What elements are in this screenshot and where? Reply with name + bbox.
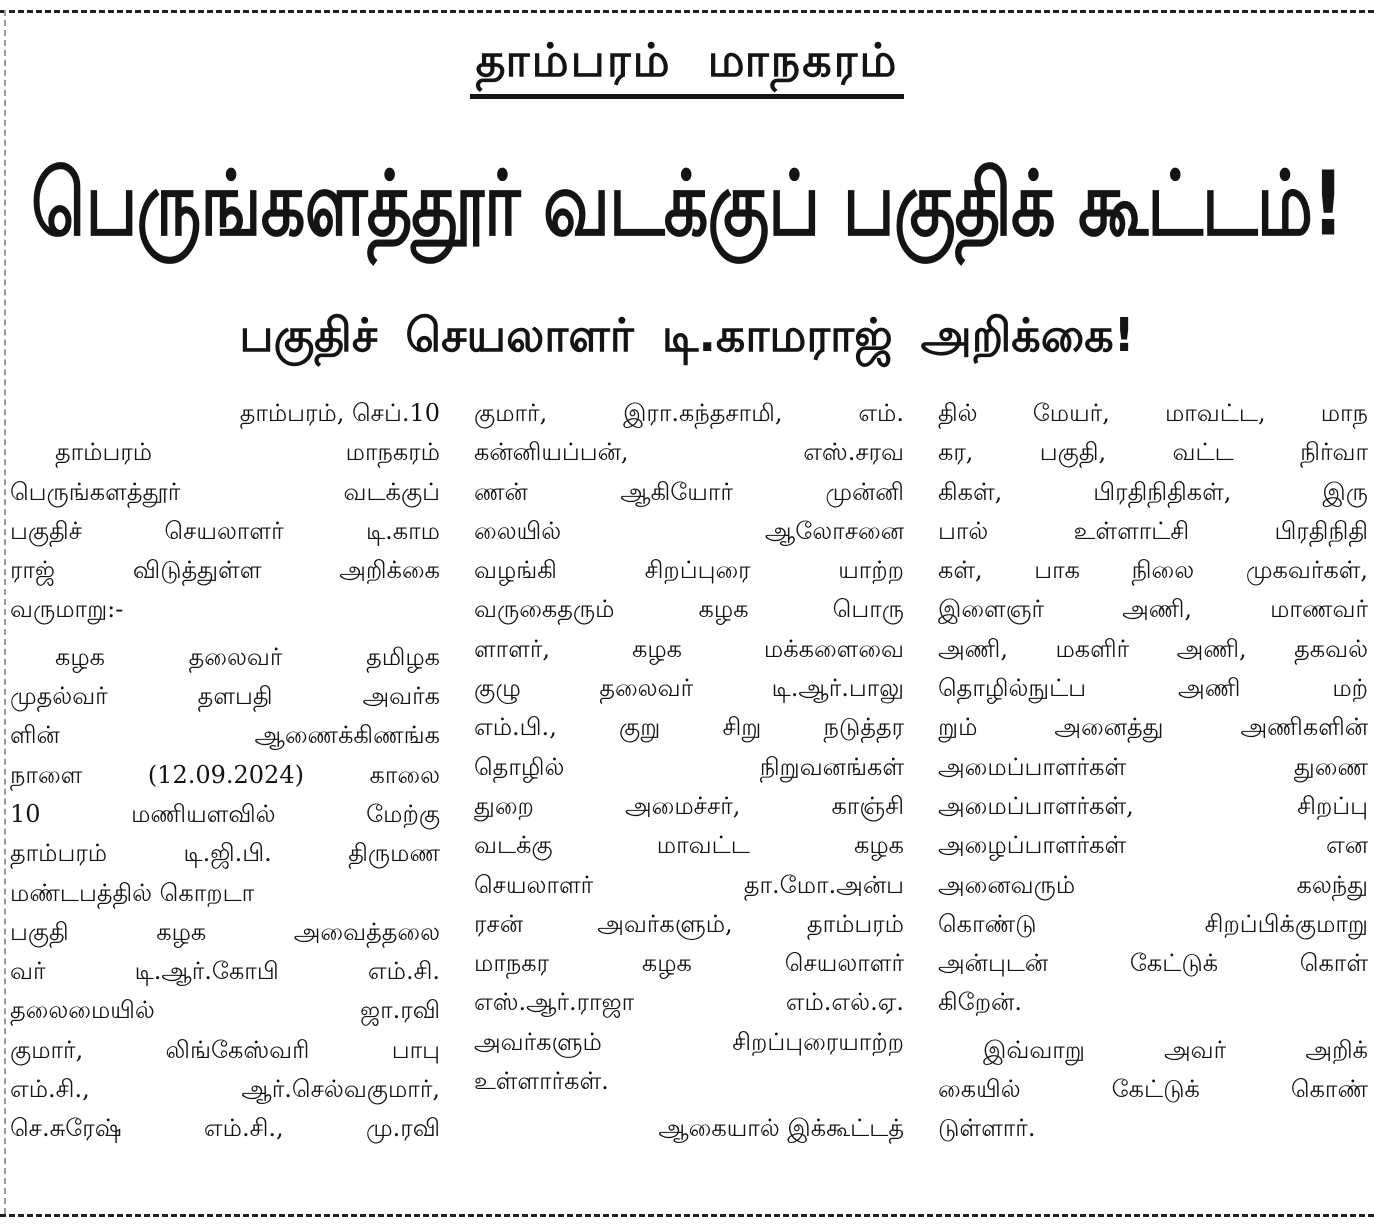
column-line: அவர்களும் சிறப்புரையாற்ற: [474, 1027, 904, 1056]
column-line: ரசன் அவர்களும், தாம்பரம்: [474, 909, 904, 938]
top-dashed-border: [0, 10, 1374, 13]
column-line: தலைமையில் ஜா.ரவி: [10, 996, 440, 1025]
column-line: வர் டி.ஆர்.கோபி எம்.சி.: [10, 957, 440, 986]
column-line: அமைப்பாளர்கள் துணை: [938, 752, 1368, 781]
column-line: தாம்பரம் மாநகரம்: [55, 438, 440, 467]
column-line: உள்ளார்கள்.: [474, 1067, 609, 1096]
column-line: இளைஞர் அணி, மாணவர்: [938, 595, 1368, 624]
column-line: ளாளர், கழக மக்களைவை: [474, 634, 904, 663]
column-line: குமார், லிங்கேஸ்வரி பாபு: [10, 1035, 440, 1064]
column-line: கன்னியப்பன், எஸ்.சரவ: [474, 438, 904, 467]
column-line: வடக்கு மாவட்ட கழக: [474, 831, 904, 860]
headline: பெருங்களத்தூர் வடக்குப் பகுதிக் கூட்டம்!: [30, 151, 1343, 257]
column-line: கொண்டு சிறப்பிக்குமாறு: [938, 909, 1368, 938]
article-column-3: [938, 394, 1368, 1149]
column-line: தொழில் நிறுவனங்கள்: [474, 752, 904, 781]
column-line: அழைப்பாளர்கள் என: [938, 831, 1368, 860]
column-line: மாநகர கழக செயலாளர்: [474, 949, 904, 978]
column-line: மண்டபத்தில் கொறடா: [10, 878, 255, 907]
column-line: தாம்பரம் டி.ஜி.பி. திருமண: [10, 839, 440, 868]
column-line: கள், பாக நிலை முகவர்கள்,: [938, 556, 1368, 585]
column-line: ஆகையால் இக்கூட்டத்: [658, 1114, 904, 1143]
column-line: குழு தலைவர் டி.ஆர்.பாலு: [474, 674, 904, 703]
column-line: முதல்வர் தளபதி அவர்க: [10, 682, 440, 711]
dateline: தாம்பரம், செப்.10: [239, 399, 440, 427]
article-column-2: [474, 394, 904, 1149]
subheadline: பகுதிச் செயலாளர் டி.காமராஜ் அறிக்கை!: [239, 308, 1135, 362]
column-line: எம்.சி., ஆர்.செல்வகுமார்,: [10, 1075, 440, 1104]
column-line: செயலாளர் தா.மோ.அன்ப: [474, 870, 904, 899]
column-line: வழங்கி சிறப்புரை யாற்ற: [474, 556, 904, 585]
column-line: குமார், இரா.கந்தசாமி, எம்.: [474, 399, 904, 427]
column-line: லையில் ஆலோசனை: [474, 516, 904, 545]
article-column-1: [10, 394, 440, 1149]
kicker-heading: [0, 30, 1374, 100]
column-line: பால் உள்ளாட்சி பிரதிநிதி: [938, 516, 1368, 545]
column-line: தொழில்நுட்ப அணி மற்: [938, 674, 1368, 703]
column-line: கிகள், பிரதிநிதிகள், இரு: [938, 477, 1368, 506]
column-line: நாளை (12.09.2024) காலை: [10, 760, 440, 789]
column-line: துறை அமைச்சர், காஞ்சி: [474, 791, 904, 820]
column-line: பகுதி கழக அவைத்தலை: [10, 917, 440, 946]
column-line: அனைவரும் கலந்து: [938, 870, 1368, 899]
column-line: றும் அனைத்து அணிகளின்: [938, 713, 1368, 742]
column-line: ளின் ஆணைக்கிணங்க: [10, 721, 440, 750]
column-line: டுள்ளார்.: [938, 1114, 1036, 1143]
column-line: ணன் ஆகியோர் முன்னி: [474, 477, 904, 506]
column-line: கர, பகுதி, வட்ட நிர்வா: [938, 438, 1368, 467]
kicker-text: தாம்பரம் மாநகரம்: [470, 30, 905, 99]
column-line: அணி, மகளிர் அணி, தகவல்: [938, 634, 1368, 663]
column-line: செ.சுரேஷ் எம்.சி., மு.ரவி: [10, 1114, 440, 1143]
column-line: 10 மணியளவில் மேற்கு: [10, 799, 440, 828]
column-line: கழக தலைவர் தமிழக: [55, 642, 440, 671]
column-line: அமைப்பாளர்கள், சிறப்பு: [938, 791, 1368, 820]
column-line: கையில் கேட்டுக் கொண்: [938, 1075, 1368, 1104]
column-line: இவ்வாறு அவர் அறிக்: [983, 1035, 1368, 1064]
column-line: வருகைதரும் கழக பொரு: [474, 595, 904, 624]
column-line: அன்புடன் கேட்டுக் கொள்: [938, 949, 1368, 978]
column-line: கிறேன்.: [938, 988, 1022, 1017]
column-line: எஸ்.ஆர்.ராஜா எம்.எல்.ஏ.: [474, 988, 904, 1017]
column-line: பெருங்களத்தூர் வடக்குப்: [10, 477, 440, 506]
column-line: பகுதிச் செயலாளர் டி.காம: [10, 516, 440, 545]
bottom-dashed-border: [0, 1214, 1374, 1217]
column-line: வருமாறு:-: [10, 595, 124, 624]
column-line: ராஜ் விடுத்துள்ள அறிக்கை: [10, 556, 440, 585]
column-line: எம்.பி., குறு சிறு நடுத்தர: [474, 713, 904, 742]
column-line: தில் மேயர், மாவட்ட, மாந: [938, 399, 1368, 427]
